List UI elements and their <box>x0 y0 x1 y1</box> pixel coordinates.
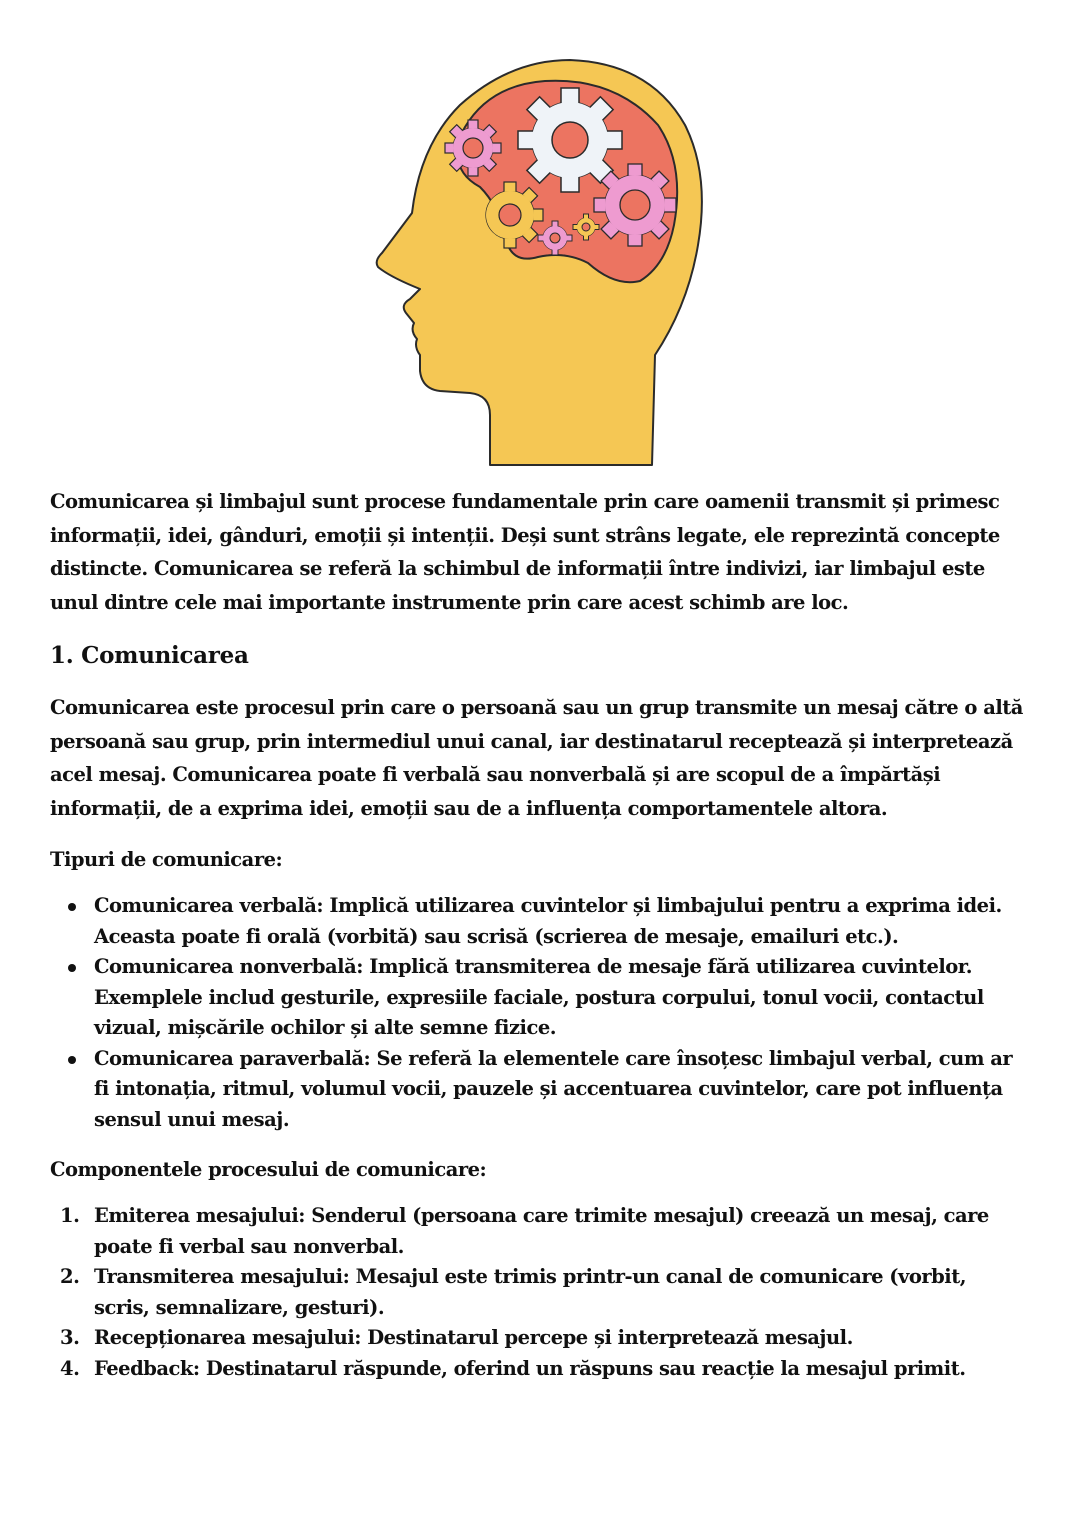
head-with-gears-icon <box>370 55 710 470</box>
list-number: 4. <box>60 1356 80 1380</box>
list-item-text: Transmiterea mesajului: Mesajul este trimis printr-un canal de comunicare (vorbit, scris, semnalizare, gesturi). <box>94 1265 966 1319</box>
list-item-text: Comunicarea verbală: Implică utilizarea cuvintelor și limbajului pentru a exprima idei. Aceasta poate fi orală (vorbită) sau scrisă (scrierea de mesaje, emailuri etc.). <box>94 894 1002 948</box>
bullet-icon <box>68 903 76 911</box>
pink-gear-large <box>594 164 676 246</box>
list-item-text: Emiterea mesajului: Senderul (persoana care trimite mesajul) creează un mesaj, care poate fi verbal sau nonverbal. <box>94 1204 989 1258</box>
head-with-gears-illustration <box>370 55 710 470</box>
list-item-text: Feedback: Destinatarul răspunde, oferind un răspuns sau reacție la mesajul primit. <box>94 1356 966 1380</box>
intro-paragraph: Comunicarea și limbajul sunt procese fundamentale prin care oamenii transmit și primesc informații, idei, gânduri, emoții și intenții. Deși sunt strâns legate, ele reprezintă concepte distincte. Comunicarea se referă la schimbul de informații între indivizi, iar limbajul este unul dintre cele mai importante instrumente prin care acest schimb are loc. <box>50 490 1000 614</box>
components-subheading: Componentele procesului de comunicare: <box>50 1158 487 1181</box>
components-list <box>50 1201 1025 1384</box>
list-item <box>50 1044 1025 1136</box>
list-item-text: Recepționarea mesajului: Destinatarul percepe și interpretează mesajul. <box>94 1326 853 1349</box>
list-item <box>50 1354 1025 1385</box>
section-title: 1. Comunicarea <box>50 642 249 669</box>
bullet-icon <box>68 964 76 972</box>
definition-paragraph: Comunicarea este procesul prin care o persoană sau un grup transmite un mesaj către o altă persoană sau grup, prin intermediul unui canal, iar destinatarul receptează și interpretează acel mesaj. Comunicarea poate fi verbală sau nonverbală și are scopul de a împărtăși informații, de a exprima idei, emoții sau de a influența comportamentele altora. <box>50 696 1023 820</box>
list-item <box>50 1201 1025 1262</box>
types-subheading: Tipuri de comunicare: <box>50 848 283 871</box>
list-item <box>50 1262 1025 1323</box>
list-number: 2. <box>60 1265 80 1288</box>
list-item-text: Comunicarea nonverbală: Implică transmiterea de mesaje fără utilizarea cuvintelor. Exemplele includ gesturile, expresiile faciale, postura corpului, tonul vocii, contactul vizual, mișcările ochilor și alte semne fizice. <box>94 955 984 1039</box>
list-item <box>50 1323 1025 1354</box>
bullet-icon <box>68 1056 76 1064</box>
pink-gear-small <box>445 120 501 176</box>
list-item <box>50 891 1025 952</box>
list-item-text: Comunicarea paraverbală: Se referă la elementele care însoțesc limbajul verbal, cum ar fi intonația, ritmul, volumul vocii, pauzele și accentuarea cuvintelor, care pot influența sensul unui mesaj. <box>94 1046 1013 1131</box>
types-list <box>50 891 1025 1135</box>
list-number: 3. <box>60 1326 80 1349</box>
list-number: 1. <box>60 1204 80 1227</box>
document-body <box>50 485 1025 1384</box>
list-item <box>50 952 1025 1044</box>
